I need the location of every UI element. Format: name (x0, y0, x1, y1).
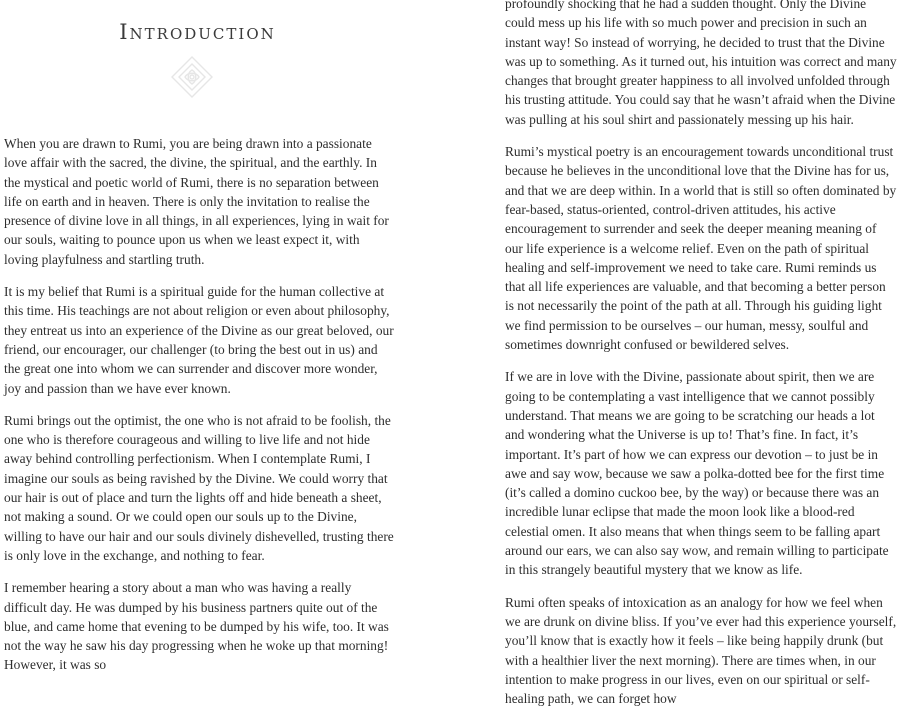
right-body-text (505, 0, 897, 721)
left-page (0, 0, 395, 673)
right-paragraph-3: If we are in love with the Divine, passionate about spirit, then we are going to be contemplating a vast intelligence that we cannot possibly understand. That means we are going to be scratching our heads a lot and wondering what the Universe is up to! That’s fine. In fact, it’s important. It’s part of how we can express our devotion – to just be in awe and say wow, because we saw a polka-dotted bee for the first time (it’s called a domino cuckoo bee, by the way) or because there was an incredible lunar eclipse that made the moon look like a blood-red celestial omen. It also means that when things seem to be falling apart around our ears, we can also say wow, and remain willing to participate in this strangely beautiful mystery that we know as life. (505, 369, 889, 578)
right-paragraph-2: Rumi’s mystical poetry is an encouragement towards unconditional trust because he believes in the unconditional love that the Divine has for us, and that we are deep within. In a world that is still so often dominated by fear-based, status-oriented, control-driven attitudes, his active encouragement to surrender and seek the deeper meaning meaning of our life experience is a welcome relief. Even on the path of spiritual healing and self-improvement we need to take care. Rumi reminds us that all life experiences are valuable, and that becoming a better person is not necessarily the point of the path at all. Through his guiding light we find permission to be ourselves – our human, messy, soulful and sometimes downright confused or bewildered selves. (505, 144, 897, 353)
left-paragraph-4: I remember hearing a story about a man who was having a really difficult day. He was dumped by his business partners quite out of the blue, and came home that evening to be dumped by his wife, too. It was not the way he saw his day progressing when he woke up that morning! However, it was so (4, 580, 389, 673)
left-paragraph-3: Rumi brings out the optimist, the one who is not afraid to be foolish, the one who is therefore courageous and willing to live life and not hide away behind controlling perfectionism. When I contemplate Rumi, I imagine our souls as being ravished by the Divine. We could worry that our hair is out of place and turn the lights off and hide beneath a sheet, not making a sound. Or we could open our souls up to the Divine, willing to have our hair and our souls divinely dishevelled, trusting there is only love in the exchange, and nothing to fear. (4, 412, 394, 563)
right-paragraph-1: profoundly shocking that he had a sudden thought. Only the Divine could mess up his life with so much power and precision in such an instant way! So instead of worrying, he decided to trust that the Divine was up to something. As it turned out, his intuition was correct and many changes that brought greater happiness to all involved unfolded through his trusting attitude. You could say that he wasn’t afraid when the Divine was pulling at his soul shirt and passionately messing up his hair. (505, 0, 897, 127)
left-paragraph-2: It is my belief that Rumi is a spiritual guide for the human collective at this time. His teachings are not about religion or even about philosophy, they entreat us into an experience of the Divine as our great beloved, our friend, our encourager, our challenger (to bring the best out in us) and the great one into whom we can surrender and discover more wonder, joy and passion than we have ever known. (4, 284, 394, 396)
diamond-knot-ornament-icon (170, 55, 214, 99)
right-paragraph-4: Rumi often speaks of intoxication as an analogy for how we feel when we are drunk on divine bliss. If you’ve ever had this experience yourself, you’ll know that is exactly how it feels – like being happily drunk (but with a healthier liver the next morning). There are times when, in our intention to make progress in our lives, even on our spiritual or self-healing path, we can forget how (505, 594, 897, 707)
left-body-text (4, 134, 395, 688)
right-page (505, 0, 897, 707)
chapter-title: Introduction (119, 20, 276, 45)
left-paragraph-1: When you are drawn to Rumi, you are being drawn into a passionate love affair with the sacred, the divine, the spiritual, and the earthly. In the mystical and poetic world of Rumi, there is no separation between life on earth and in heaven. There is only the invitation to realise the presence of divine love in all things, in all experiences, lying in wait for our souls, waiting to pounce upon us when we least expect it, with loving playfulness and startling truth. (4, 136, 389, 267)
